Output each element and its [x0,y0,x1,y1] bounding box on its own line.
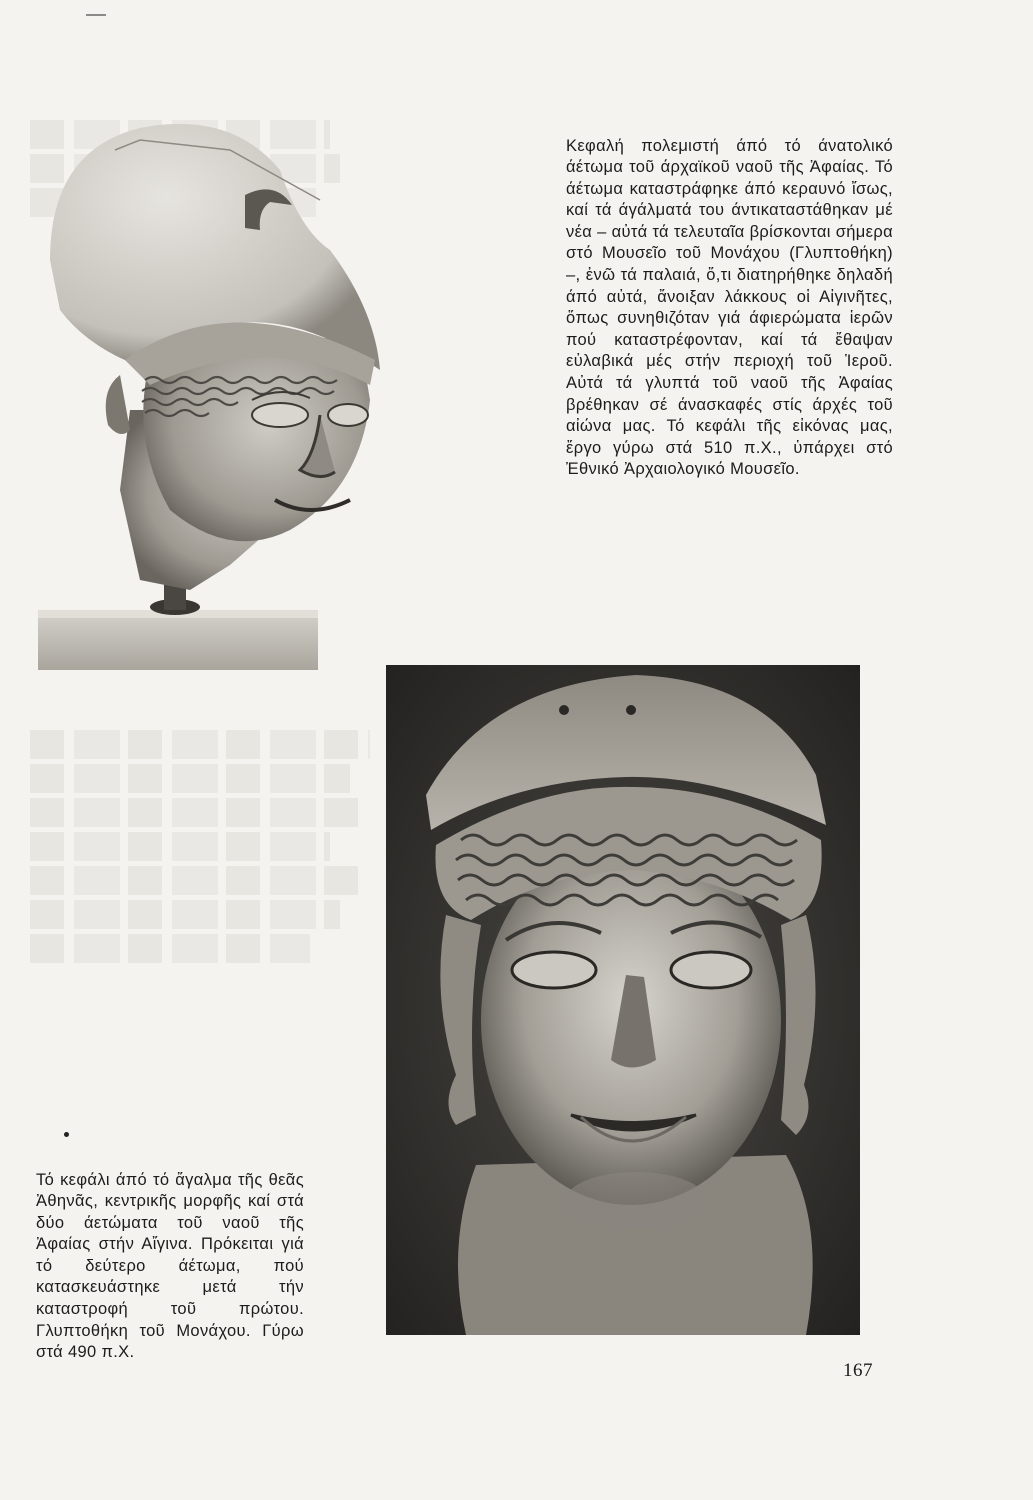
athena-head-photo [386,665,860,1335]
warrior-head-caption: Κεφαλή πολεμιστή άπό τό άνατολικό άέτωμα τοῦ άρχαϊκοῦ ναοῦ τῆς Ἀφαίας. Τό άέτωμα καταστράφηκε άπό κεραυνό ἴσως, καί τά άγάλματά του άντικαταστάθηκαν μέ νέα – αὐτά τά τελευταῖα βρίσκονται σήμερα στό Μουσεῖο τοῦ Μονάχου (Γλυπτοθήκη) –, ἐνῶ τά παλαιά, ὅ,τι διατηρήθηκε δηλαδή άπό αὐτά, ἄνοιξαν λάκκους οἱ Αἰγινῆτες, ὅπως συνηθιζόταν γιά άφιερώματα ἱερῶν πού καταστρέφονταν, καί τά ἔθαψαν εὐλαβικά μές στήν περιοχή τοῦ Ἱεροῦ. Αὐτά τά γλυπτά τοῦ ναοῦ τῆς Ἀφαίας βρέθηκαν σέ άνασκαφές στίς άρχές τοῦ αἰώνα μας. Τό κεφάλι τῆς εἰκόνας μας, ἔργο γύρω στά 510 π.Χ., ὑπάρχει στό Ἐθνικό Ἀρχαιολογικό Μουσεῖο. [566,136,893,479]
page-number: 167 [843,1360,873,1381]
bullet-dot [64,1132,69,1137]
scan-mark [86,14,106,16]
athena-head-caption: Τό κεφάλι άπό τό ἄγαλμα τῆς θεᾶς Ἀθηνᾶς, κεντρικῆς μορφῆς καί στά δύο άετώματα τοῦ ναοῦ τῆς Ἀφαίας στήν Αἴγινα. Πρόκειται γιά τό δεύτερο άέτωμα, πού κατασκευάστηκε μετά τήν καταστροφή τοῦ πρώτου. Γλυπτοθήκη τοῦ Μονάχου. Γύρω στά 490 π.Χ. [36,1170,304,1362]
bleed-through-text-lower [30,730,380,968]
warrior-head-photo [30,110,390,670]
